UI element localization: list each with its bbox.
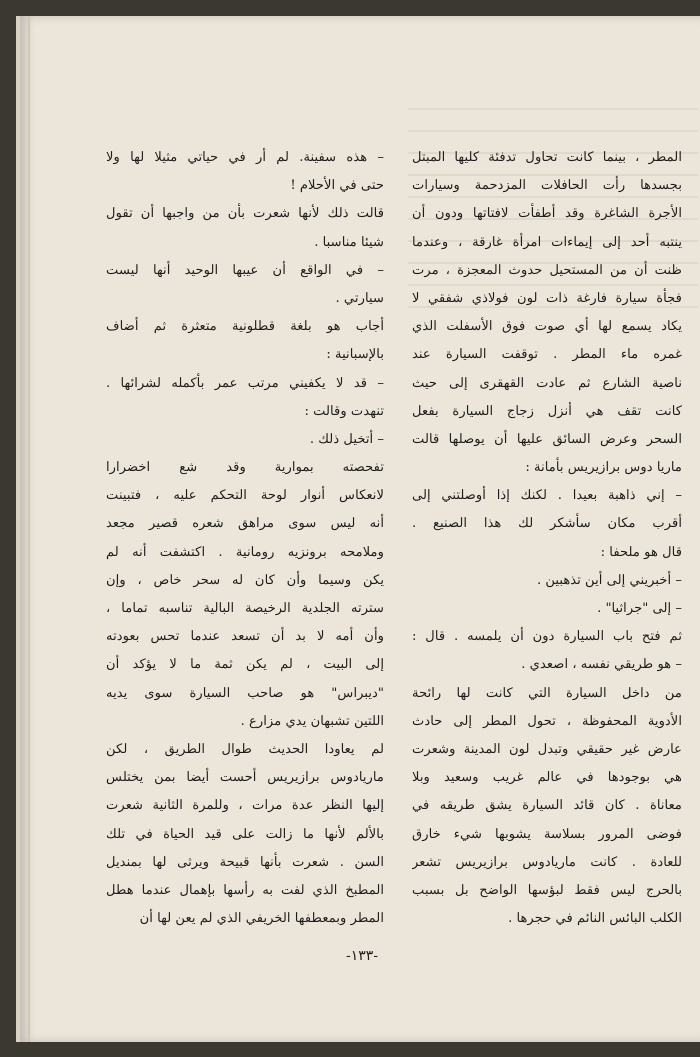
text-line: – هو طريقي نفسه ، اصعدي . [521,657,682,673]
text-line: قالت ذلك لأنها شعرت بأن من واجبها أن تقول [106,206,384,222]
text-line: المطبخ الذي لفت به رأسها بإهمال عندما هطل [106,882,384,898]
text-line: – إني ذاهبة بعيدا . لكنك إذا أوصلتني إلى [412,488,682,504]
text-line: معاناة . كان قائد السيارة يشق طريقه في [412,798,682,814]
text-line: من داخل السيارة التي كانت لها رائحة [412,685,682,701]
text-line: أجاب هو بلغة قطلونية متعثرة ثم أضاف [106,319,384,335]
left-text-column [106,144,384,933]
text-line: بجسدها رأت الحافلات المزدحمة وسيارات [412,178,682,194]
text-line: يكن وسيما وأن كان له سحر خاص ، وإن [106,572,384,588]
text-line: – في الواقع أن عيبها الوحيد أنها ليست [106,262,384,278]
text-line: وملامحه برونزيه رومانية . اكتشفت أنه لم [106,544,384,560]
text-line: بالألم لأنها ما زالت على قيد الحياة في تلك [106,826,384,842]
text-line: – أتخيل ذلك . [309,431,384,447]
text-line: السن . شعرت بأنها قبيحة ويرثى لها بمنديل [106,854,384,870]
text-line: السحر وعرض السائق عليها أن يوصلها قالت [412,431,682,447]
text-line: للعادة . كانت ماريادوس برازيريس تشعر [412,854,682,870]
text-line: هي بوجودها في عالم غريب وسعيد وبلا [412,770,682,786]
text-line: أقرب مكان سأشكر لك هذا الصنيع . [412,516,682,532]
text-line: فوضى المرور بسلاسة يشوبها شيء خارق [412,826,682,842]
text-line: غمره ماء المطر . توقفت السيارة عند [412,347,682,363]
text-line: الأدوية المحفوظة ، تحول المطر إلى حادث [412,713,682,729]
page-number: -١٣٣- [345,948,379,964]
text-line: عارض غير حقيقي وتبدل لون المدينة وشعرت [412,741,682,757]
text-line: المطر ، بينما كانت تحاول تدفئة كليها المبتل [412,150,682,165]
text-line: – قد لا يكفيني مرتب عمر بأكمله لشرائها . [106,375,384,391]
text-line: المطر وبمعطفها الخريفي الذي لم يعن لها أن [139,911,384,927]
text-line: أنه ليس سوى مراهق شعره قصير مجعد [106,516,384,532]
text-line: "ديبراس" هو صاحب السيارة سوى يديه [106,685,384,701]
text-line: إليها النظر عدة مرات ، وللمرة الثانية شعرت [106,798,384,814]
text-line: ماريادوس برازيريس أحست أيضا بمن يختلس [106,770,384,786]
text-line: ظنت أن من المستحيل حدوث المعجزة ، مرت [412,262,682,278]
text-line: تنهدت وقالت : [304,403,384,419]
text-line: ثم فتح باب السيارة دون أن يلمسه . قال : [412,629,682,645]
text-line: شيئا مناسبا . [314,234,384,250]
text-line: – إلى "جراثيا" . [597,601,682,616]
text-line: اللتين تشبهان يدي مزارع . [240,713,384,729]
text-line: ماريا دوس برازيريس بأمانة : [525,460,682,476]
text-line: إلى البيت ، لم يكن ثمة ما لا يؤكد أن [106,657,384,673]
text-line: حتى في الأحلام ! [290,178,384,194]
text-line: فجأة سيارة فارغة ذات لون فولاذي شفقي لا [412,290,682,306]
text-line: بالحرج ليس فقط لبؤسها الواضح بل بسبب [412,882,682,898]
text-line: بالإسبانية : [326,347,384,363]
text-line: لم يعاودا الحديث طوال الطريق ، لكن [106,741,384,757]
text-line: وأن أمه لا بد أن تسعد عندما تحس بعودته [106,629,384,645]
text-line: ناصية الشارع ثم عادت القهقرى إلى حيث [412,375,682,391]
text-line: – أخبريني إلى أين تذهبين . [536,572,682,588]
text-line: كانت تقف هي أنزل زجاج السيارة بفعل [412,403,682,419]
text-line: – هذه سفينة. لم أر في حياتي مثيلا لها ولا [106,150,384,165]
text-line: سيارتي . [335,290,384,306]
text-line: يكاد يسمع لها أي صوت فوق الأسفلت الذي [412,319,682,335]
text-line: تفحصته بموارية وقد شع اخضرارا [106,460,384,476]
text-line: الكلب البائس النائم في حجرها . [508,911,682,927]
text-line: قال هو ملحفا : [600,544,682,560]
right-text-column [412,144,682,933]
text-line: سترته الجلدية الرخيصة البالية تناسبه تماما ، [106,601,384,616]
book-page [16,16,700,1042]
text-line: الأجرة الشاغرة وقد أطفأت لافتاتها ودون أن [412,206,682,222]
text-line: لانعكاس أنوار لوحة التحكم عليه ، فتبينت [106,488,384,504]
text-line: ينتبه أحد إلى إيماءات امرأة غارقة ، وعندما [412,234,682,250]
page-spine [28,16,30,1042]
